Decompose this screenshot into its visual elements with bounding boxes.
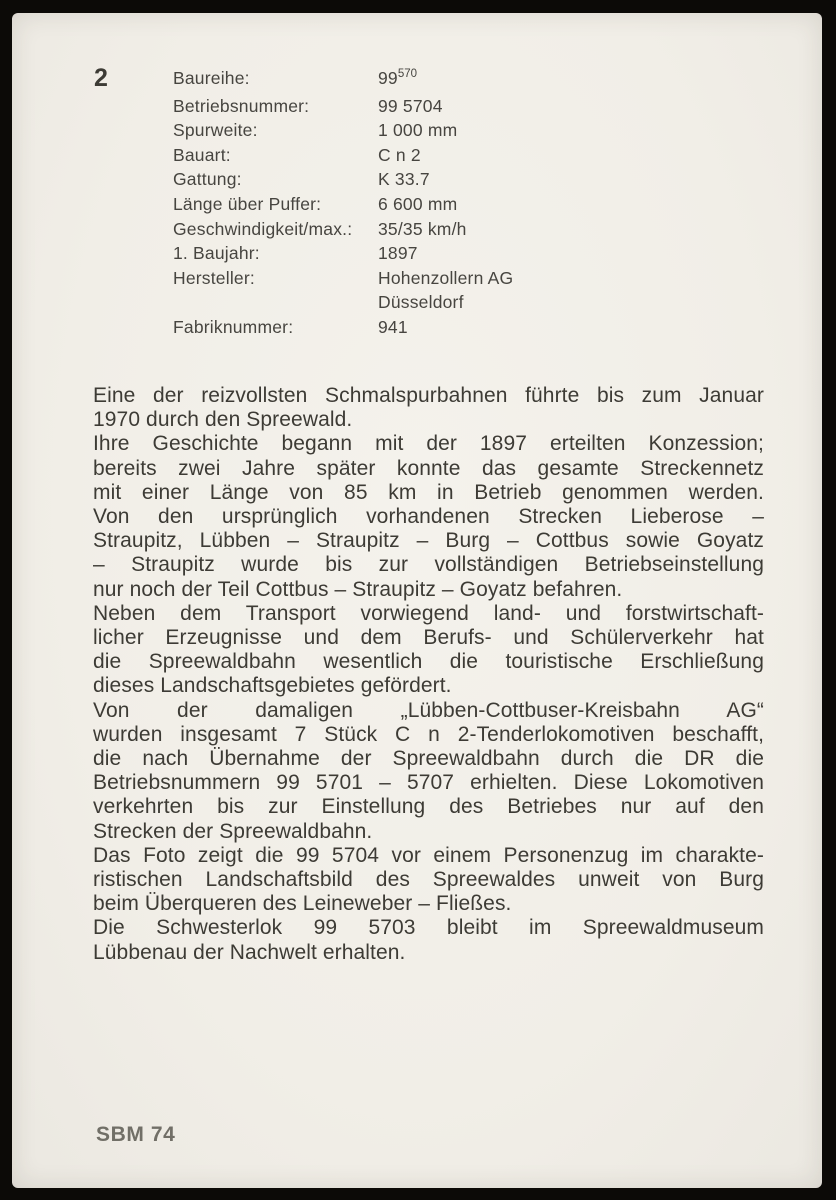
spec-row <box>173 66 513 94</box>
paragraph <box>93 602 764 699</box>
text-line: verkehrten bis zur Einstellung des Betriebes nur auf den <box>93 795 764 819</box>
text-line: Die Schwesterlok 99 5703 bleibt im Spreewaldmuseum <box>93 916 764 940</box>
spec-value-cell <box>378 217 467 242</box>
spec-row <box>173 217 513 242</box>
spec-label: Länge über Puffer: <box>173 193 322 214</box>
spec-value: 941 <box>378 316 408 337</box>
spec-value-sup: 570 <box>397 68 418 80</box>
spec-row <box>173 315 513 340</box>
spec-value-cell <box>378 143 421 168</box>
text-line: Neben dem Transport vorwiegend land- und forstwirtschaft- <box>93 601 764 625</box>
footer-code: SBM 74 <box>96 1123 176 1146</box>
text-line: beim Überqueren des Leineweber – Fließes. <box>93 892 512 916</box>
text-line: – Straupitz wurde bis zur vollständigen Betriebseinstellung <box>93 553 764 577</box>
spec-row <box>173 94 513 119</box>
spec-value: K 33.7 <box>378 169 430 190</box>
spec-label: Geschwindigkeit/max.: <box>173 218 353 239</box>
text-line: bereits zwei Jahre später konnte das gesamte Streckennetz <box>93 456 764 480</box>
text-line: ristischen Landschaftsbild des Spreewaldes unweit von Burg <box>93 868 764 892</box>
text-line: Straupitz, Lübben – Straupitz – Burg – Cottbus sowie Goyatz <box>93 529 764 553</box>
text-line: Strecken der Spreewaldbahn. <box>93 819 373 843</box>
spec-value-cell <box>378 241 418 266</box>
spec-row <box>173 167 513 192</box>
paragraph <box>93 432 764 601</box>
text-line: licher Erzeugnisse und dem Berufs- und Schülerverkehr hat <box>93 626 764 650</box>
spec-label: Baureihe: <box>173 68 250 88</box>
spec-label: Gattung: <box>173 169 242 190</box>
spec-value-cell <box>378 118 457 143</box>
text-line: Ihre Geschichte begann mit der 1897 erteilten Konzession; <box>93 432 764 456</box>
text-line: die nach Übernahme der Spreewaldbahn durch die DR die <box>93 747 764 771</box>
postcard <box>12 13 822 1188</box>
text-line: mit einer Länge von 85 km in Betrieb genommen werden. <box>93 480 764 504</box>
spec-row <box>173 118 513 143</box>
spec-label: Spurweite: <box>173 120 258 141</box>
text-line: Betriebsnummern 99 5701 – 5707 erhielten. Diese Lokomotiven <box>93 771 764 795</box>
text-line: Das Foto zeigt die 99 5704 vor einem Personenzug im charakte- <box>93 843 764 867</box>
spec-value: C n 2 <box>378 144 421 165</box>
spec-label: Betriebsnummer: <box>173 95 310 116</box>
spec-label: Fabriknummer: <box>173 316 294 337</box>
spec-row <box>173 143 513 168</box>
spec-value: 6 600 mm <box>378 193 458 214</box>
text-line: wurden insgesamt 7 Stück C n 2-Tenderlokomotiven beschafft, <box>93 722 764 746</box>
spec-label: Hersteller: <box>173 267 255 288</box>
spec-value: 1897 <box>378 243 418 264</box>
spec-value-line2: Düsseldorf <box>378 292 464 313</box>
spec-value-cell <box>378 167 430 192</box>
body-text <box>93 384 764 965</box>
page-number: 2 <box>94 64 109 92</box>
spec-label: 1. Baujahr: <box>173 243 260 264</box>
spec-value-cell <box>378 315 408 340</box>
spec-table <box>173 66 513 340</box>
spec-value-cell <box>378 266 513 315</box>
paragraph <box>93 916 764 964</box>
text-line: 1970 durch den Spreewald. <box>93 408 353 432</box>
spec-value-cell <box>378 66 417 94</box>
paragraph <box>93 699 764 844</box>
text-line: nur noch der Teil Cottbus – Straupitz – Goyatz befahren. <box>93 577 623 601</box>
spec-label: Bauart: <box>173 144 231 165</box>
spec-value: 1 000 mm <box>378 120 458 141</box>
text-line: Eine der reizvollsten Schmalspurbahnen führte bis zum Januar <box>93 384 764 407</box>
paragraph <box>93 384 764 432</box>
text-line: Von der damaligen „Lübben-Cottbuser-Kreisbahn AG“ <box>93 698 764 722</box>
text-line: dieses Landschaftsgebietes gefördert. <box>93 674 452 698</box>
text-line: die Spreewaldbahn wesentlich die touristische Erschließung <box>93 650 764 674</box>
spec-row <box>173 192 513 217</box>
spec-row <box>173 266 513 315</box>
spec-value-cell <box>378 94 443 119</box>
spec-value: 35/35 km/h <box>378 218 467 239</box>
spec-value: 99 5704 <box>378 95 443 116</box>
spec-value: 99 <box>378 68 398 88</box>
spec-row <box>173 241 513 266</box>
text-line: Von den ursprünglich vorhandenen Strecken Lieberose – <box>93 505 764 529</box>
text-line: Lübbenau der Nachwelt erhalten. <box>93 940 406 964</box>
paragraph <box>93 844 764 917</box>
spec-value-cell <box>378 192 457 217</box>
spec-value: Hohenzollern AG <box>378 267 514 288</box>
